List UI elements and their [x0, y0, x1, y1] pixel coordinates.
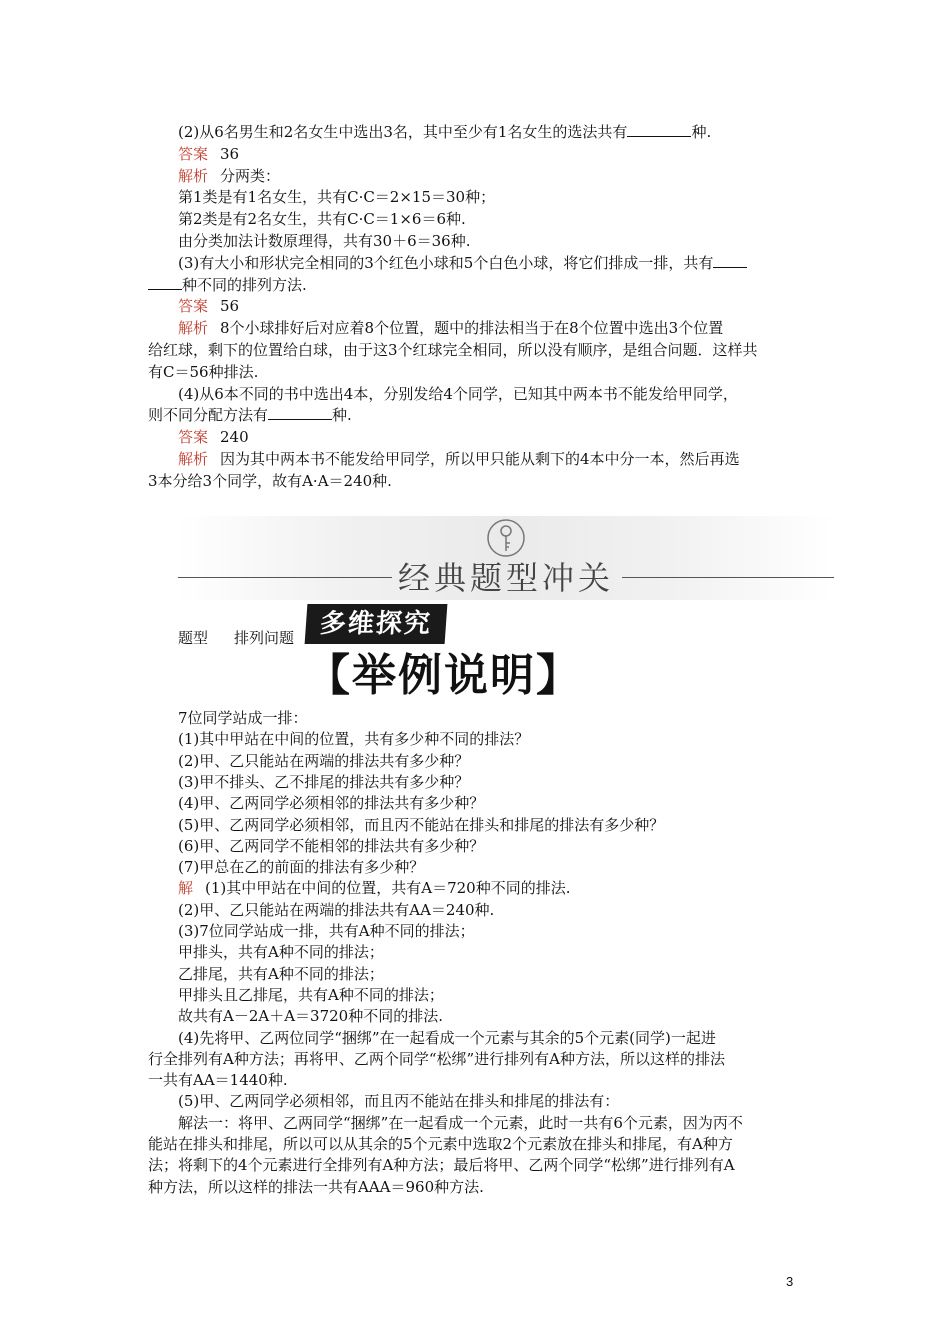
line-text: 甲排头，共有A种不同的排法；: [178, 943, 384, 962]
line-text: (6)甲、乙两同学不能相邻的排法共有多少种？: [178, 836, 485, 855]
line-label: 解析: [178, 166, 209, 185]
banner-rule-left: [178, 577, 392, 578]
text-line: [178, 729, 529, 749]
line-text: 36: [220, 144, 240, 163]
text-line: [178, 427, 249, 447]
answer-blank: [148, 275, 182, 290]
text-line: [178, 772, 469, 792]
text-line: [178, 857, 424, 877]
text-line: [178, 144, 239, 164]
line-text: 240: [220, 428, 249, 447]
banner-title: 经典题型冲关: [397, 559, 614, 597]
line-text: 种方法，所以这样的排法一共有AAA＝960种方法.: [148, 1177, 484, 1196]
text-line: [148, 340, 758, 360]
bracket-right: 】: [536, 650, 582, 701]
line-text: (5)甲、乙两同学必须相邻，而且丙不能站在排头和排尾的排法有多少种？: [178, 815, 665, 834]
line-text: 故共有A－2A＋A＝3720种不同的排法.: [178, 1007, 443, 1026]
line-text: 3本分给3个同学，故有A·A＝240种.: [148, 471, 392, 490]
line-suffix: 种.: [332, 406, 352, 425]
line-text: (1)其中甲站在中间的位置，共有A＝720种不同的排法.: [205, 879, 571, 898]
text-line: [178, 1091, 619, 1111]
text-line: [178, 878, 571, 898]
text-line: [148, 405, 352, 425]
line-text: 给红球，剩下的位置给白球，由于这3个红球完全相同，所以没有顺序，是组合问题．这样共: [148, 341, 758, 359]
line-text: 则不同分配方法有: [148, 406, 269, 425]
text-line: [148, 471, 392, 491]
answer-blank: [713, 253, 747, 268]
line-text: 分两类：: [220, 166, 281, 185]
text-line: [148, 1134, 733, 1154]
text-line: [178, 449, 740, 469]
line-label: 解: [178, 879, 194, 898]
line-text: 法；将剩下的4个元素进行全排列有A种方法；最后将甲、乙两个同学“松绑”进行排列有A: [148, 1156, 735, 1175]
text-line: [178, 985, 444, 1005]
text-line: [148, 1177, 484, 1197]
text-line: [178, 122, 711, 142]
line-text: 解法一：将甲、乙两同学“捆绑”在一起看成一个元素，此时一共有6个元素，因为丙不: [178, 1113, 743, 1132]
line-text: (3)7位同学站成一排，共有A种不同的排法；: [178, 922, 475, 940]
line-text: 由分类加法计数原理得，共有30＋6＝36种.: [178, 232, 471, 250]
text-line: [178, 836, 484, 856]
line-text: (4)从6本不同的书中选出4本，分别发给4个同学，已知其中两本书不能发给甲同学，: [178, 384, 738, 403]
example-heading-text: 举例说明: [352, 650, 536, 701]
key-icon: [486, 518, 526, 558]
line-text: 甲排头且乙排尾，共有A种不同的排法；: [178, 985, 444, 1004]
line-text: (3)甲不排头、乙不排尾的排法共有多少种？: [178, 772, 470, 791]
line-text: 行全排列有A种方法；再将甲、乙两个同学“松绑”进行排列有A种方法，所以这样的排法: [148, 1049, 726, 1068]
line-text: (1)其中甲站在中间的位置，共有多少种不同的排法？: [178, 730, 530, 749]
example-heading: [306, 648, 582, 704]
line-label: 答案: [178, 144, 209, 163]
line-text: 一共有AA＝1440种.: [148, 1071, 288, 1090]
text-line: [178, 793, 484, 813]
line-text: 乙排尾，共有A种不同的排法；: [178, 964, 384, 983]
text-line: [148, 1070, 288, 1090]
banner-rule-right: [622, 577, 834, 578]
line-text: 8个小球排好后对应着8个位置，题中的排法相当于在8个位置中选出3个位置: [220, 319, 724, 338]
line-text: 7位同学站成一排：: [178, 709, 308, 727]
text-line: [178, 253, 747, 273]
line-text: 因为其中两本书不能发给甲同学，所以甲只能从剩下的4本中分一本，然后再选: [220, 450, 740, 468]
line-text: 有C＝56种排法.: [148, 362, 259, 381]
line-label: 解析: [178, 450, 209, 468]
text-line: [148, 1155, 735, 1175]
text-line: [178, 166, 280, 186]
topic-text: 排列问题: [234, 629, 295, 647]
line-text: (2)甲、乙只能站在两端的排法共有多少种？: [178, 751, 470, 770]
line-text: (5)甲、乙两同学必须相邻，而且丙不能站在排头和排尾的排法有：: [178, 1092, 620, 1111]
text-line: [178, 751, 469, 771]
answer-blank: [268, 405, 332, 420]
text-line: [178, 921, 475, 941]
text-line: [178, 964, 384, 984]
line-text: 第2类是有2名女生，共有C·C＝1×6＝6种.: [178, 210, 466, 229]
text-line: [178, 1006, 443, 1026]
topic-line: [178, 628, 294, 648]
line-label: 解析: [178, 319, 209, 338]
line-text: 第1类是有1名女生，共有C·C＝2×15＝30种；: [178, 188, 496, 207]
line-text: (3)有大小和形状完全相同的3个红色小球和5个白色小球，将它们排成一排，共有: [178, 253, 714, 272]
text-line: [148, 275, 307, 295]
line-text: 种不同的排列方法.: [182, 275, 307, 294]
line-label: 答案: [178, 428, 209, 447]
text-line: [178, 318, 723, 338]
text-line: [148, 1049, 725, 1069]
answer-blank: [627, 122, 691, 137]
section-banner: [178, 516, 834, 600]
line-suffix: 种.: [691, 123, 712, 141]
line-text: 56: [220, 297, 240, 316]
text-line: [178, 900, 494, 920]
page-number: 3: [786, 1274, 794, 1289]
text-line: [178, 815, 664, 835]
badge-duowei: 多维探究: [305, 604, 448, 644]
text-line: [178, 231, 471, 251]
text-line: [178, 187, 495, 207]
text-line: [178, 296, 239, 316]
text-line: [178, 708, 308, 728]
line-text: (2)从6名男生和2名女生中选出3名，其中至少有1名女生的选法共有: [178, 123, 628, 141]
text-line: [148, 362, 258, 382]
line-text: (4)甲、乙两同学必须相邻的排法共有多少种？: [178, 794, 485, 813]
bracket-left: 【: [306, 650, 352, 701]
topic-label: 题型: [178, 629, 209, 647]
line-text: (4)先将甲、乙两位同学“捆绑”在一起看成一个元素与其余的5个元素(同学)一起进: [178, 1028, 716, 1047]
line-text: (7)甲总在乙的前面的排法有多少种？: [178, 858, 425, 877]
line-label: 答案: [178, 297, 209, 316]
text-line: [178, 209, 466, 229]
line-text: 能站在排头和排尾，所以可以从其余的5个元素中选取2个元素放在排头和排尾，有A种方: [148, 1135, 733, 1153]
text-line: [178, 1028, 716, 1048]
text-line: [178, 1113, 743, 1133]
text-line: [178, 942, 384, 962]
line-text: (2)甲、乙只能站在两端的排法共有AA＝240种.: [178, 900, 495, 919]
text-line: [178, 384, 738, 404]
